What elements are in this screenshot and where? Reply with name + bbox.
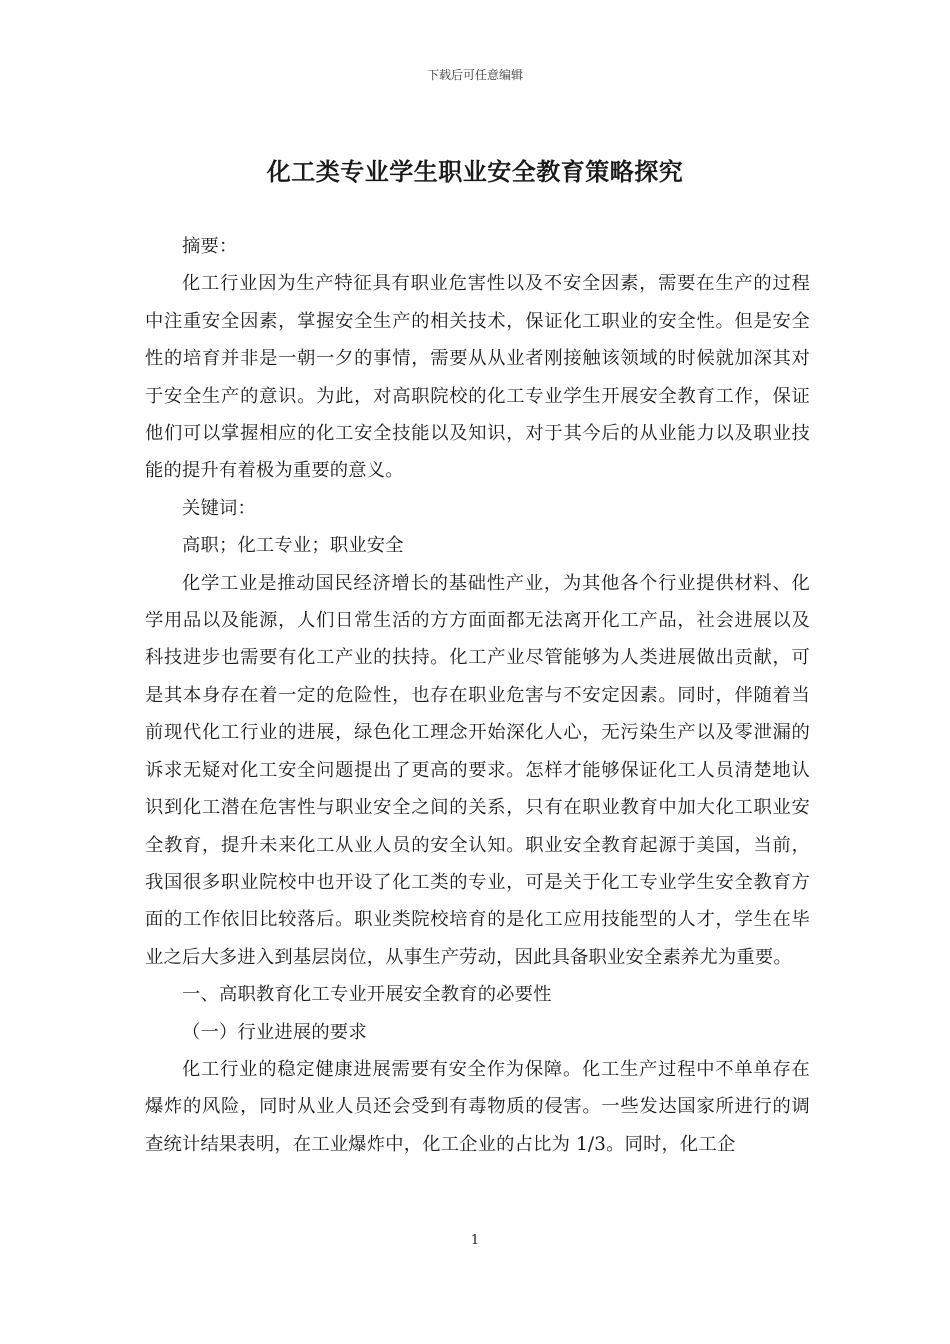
document-body — [145, 228, 810, 1163]
header-note: 下载后可任意编辑 — [426, 68, 523, 82]
keywords-label: 关键词： — [182, 497, 256, 519]
subsection-paragraph: 化工行业的稳定健康进展需要有安全作为保障。化工生产过程中不单单存在爆炸的风险，同时从业人员还会受到有毒物质的侵害。一些发达国家所进行的调查统计结果表明，在工业爆炸中，化工企业的占比为 1/3。同时，化工企 — [145, 1058, 810, 1155]
subsection-heading: （一）行业进展的要求 — [182, 1021, 367, 1043]
abstract-label: 摘要： — [182, 236, 238, 257]
keywords-paragraph: 高职；化工专业；职业安全 — [182, 535, 404, 557]
abstract-paragraph: 化工行业因为生产特征具有职业危害性以及不安全因素，需要在生产的过程中注重安全因素，掌握安全生产的相关技术，保证化工职业的安全性。但是安全性的培育并非是一朝一夕的事情，需要从从业者刚接触该领域的时候就加深其对于安全生产的意识。为此，对高职院校的化工专业学生开展安全教育工作，保证他们可以掌握相应的化工安全技能以及知识，对于其今后的从业能力以及职业技能的提升有着极为重要的意义。 — [145, 273, 810, 482]
document-title: 化工类专业学生职业安全教育策略探究 — [266, 158, 684, 186]
page-number: 1 — [470, 1233, 480, 1248]
intro-paragraph: 化学工业是推动国民经济增长的基础性产业，为其他各个行业提供材料、化学用品以及能源，人们日常生活的方方面面都无法离开化工产品，社会进展以及科技进步也需要有化工产业的扶持。化工产业尽管能够为人类进展做出贡献，可是其本身存在着一定的危险性，也存在职业危害与不安定因素。同时，伴随着当前现代化工行业的进展，绿色化工理念开始深化人心，无污染生产以及零泄漏的诉求无疑对化工安全问题提出了更高的要求。怎样才能够保证化工人员清楚地认识到化工潜在危害性与职业安全之间的关系，只有在职业教育中加大化工职业安全教育，提升未来化工从业人员的安全认知。职业安全教育起源于美国，当前，我国很多职业院校中也开设了化工类的专业，可是关于化工专业学生安全教育方面的工作依旧比较落后。职业类院校培育的是化工应用技能型的人才，学生在毕业之后大多进入到基层岗位，从事生产劳动，因此具备职业安全素养尤为重要。 — [145, 572, 810, 968]
section-heading: 一、高职教育化工专业开展安全教育的必要性 — [182, 984, 552, 1006]
